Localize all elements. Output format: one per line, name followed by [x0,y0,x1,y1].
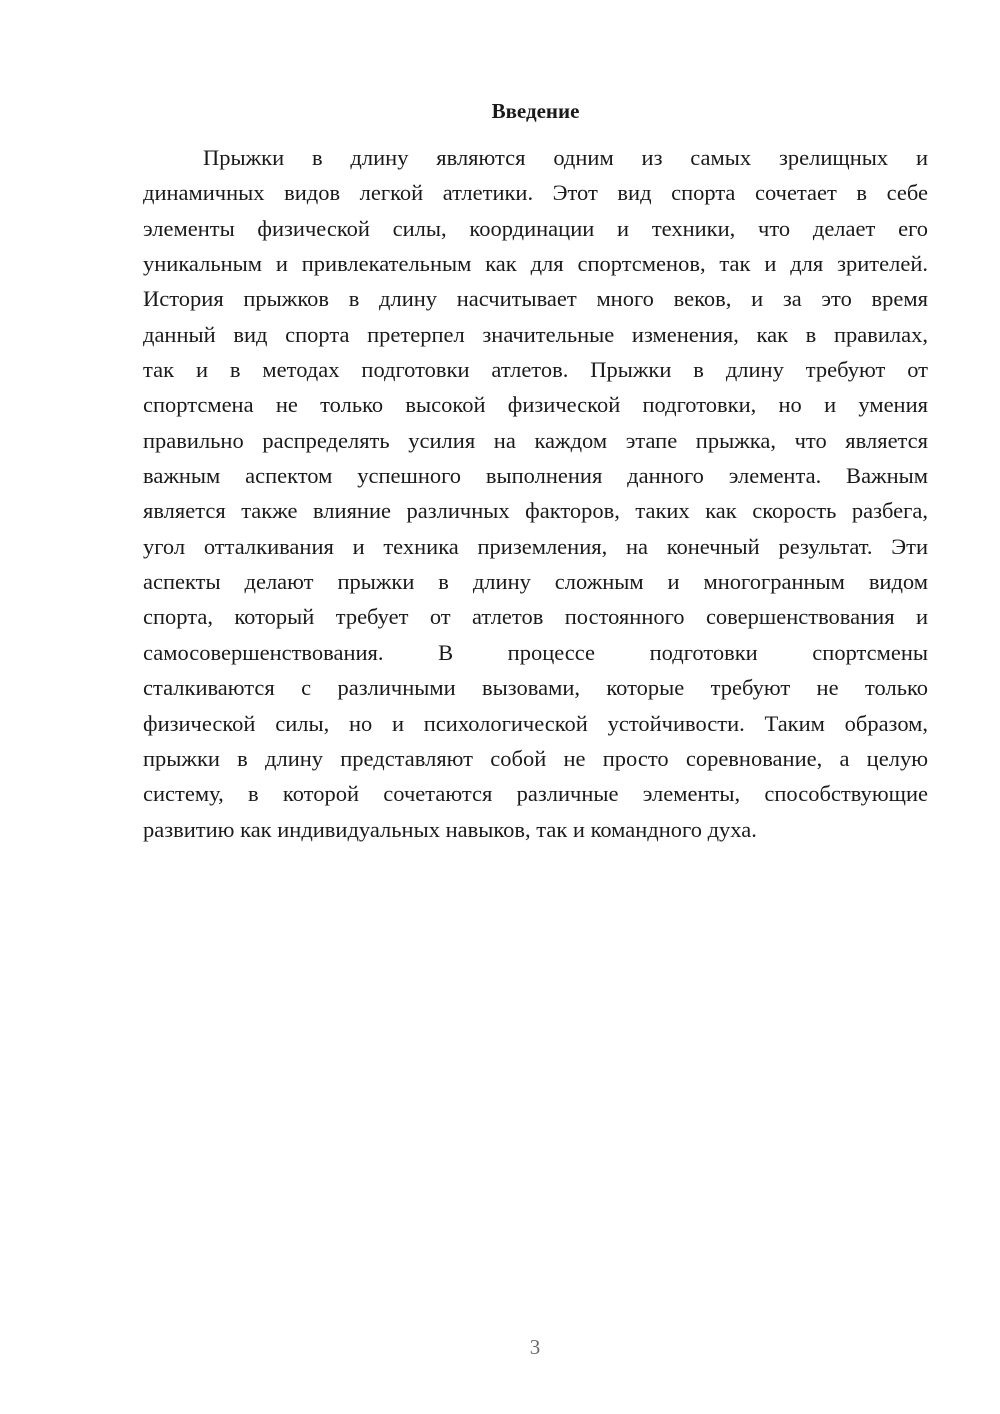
paragraph-line: элементы физической силы, координации и техники, что делает его [143,215,928,241]
page-title: Введение [491,99,580,123]
paragraph-line: развитию как индивидуальных навыков, так и командного духа. [143,816,757,842]
paragraph-line: является также влияние различных факторов, таких как скорость разбега, [143,498,928,524]
paragraph-line: самосовершенствования. В процессе подготовки спортсмены [143,639,928,665]
paragraph-line: систему, в которой сочетаются различные элементы, способствующие [143,781,928,807]
paragraph-line: так и в методах подготовки атлетов. Прыжки в длину требуют от [143,357,928,383]
paragraph-line: Прыжки в длину являются одним из самых зрелищных и [203,145,928,170]
paragraph-line: данный вид спорта претерпел значительные изменения, как в правилах, [143,321,928,347]
introduction-paragraph [143,140,928,847]
paragraph-line: прыжки в длину представляют собой не просто соревнование, а целую [143,745,928,771]
paragraph-line: важным аспектом успешного выполнения данного элемента. Важным [143,463,928,489]
paragraph-line: сталкиваются с различными вызовами, которые требуют не только [143,675,928,701]
paragraph-line: спорта, который требует от атлетов постоянного совершенствования и [143,604,928,630]
paragraph-line: физической силы, но и психологической устойчивости. Таким образом, [143,710,928,736]
paragraph-line: динамичных видов легкой атлетики. Этот вид спорта сочетает в себе [143,180,928,206]
page-number: 3 [529,1335,541,1359]
paragraph-line: аспекты делают прыжки в длину сложным и многогранным видом [143,569,928,595]
paragraph-line: угол отталкивания и техника приземления, на конечный результат. Эти [143,533,928,559]
paragraph-line: История прыжков в длину насчитывает много веков, и за это время [143,286,928,312]
paragraph-line: уникальным и привлекательным как для спортсменов, так и для зрителей. [143,251,928,277]
paragraph-line: спортсмена не только высокой физической подготовки, но и умения [143,392,928,418]
paragraph-line: правильно распределять усилия на каждом этапе прыжка, что является [143,427,928,453]
